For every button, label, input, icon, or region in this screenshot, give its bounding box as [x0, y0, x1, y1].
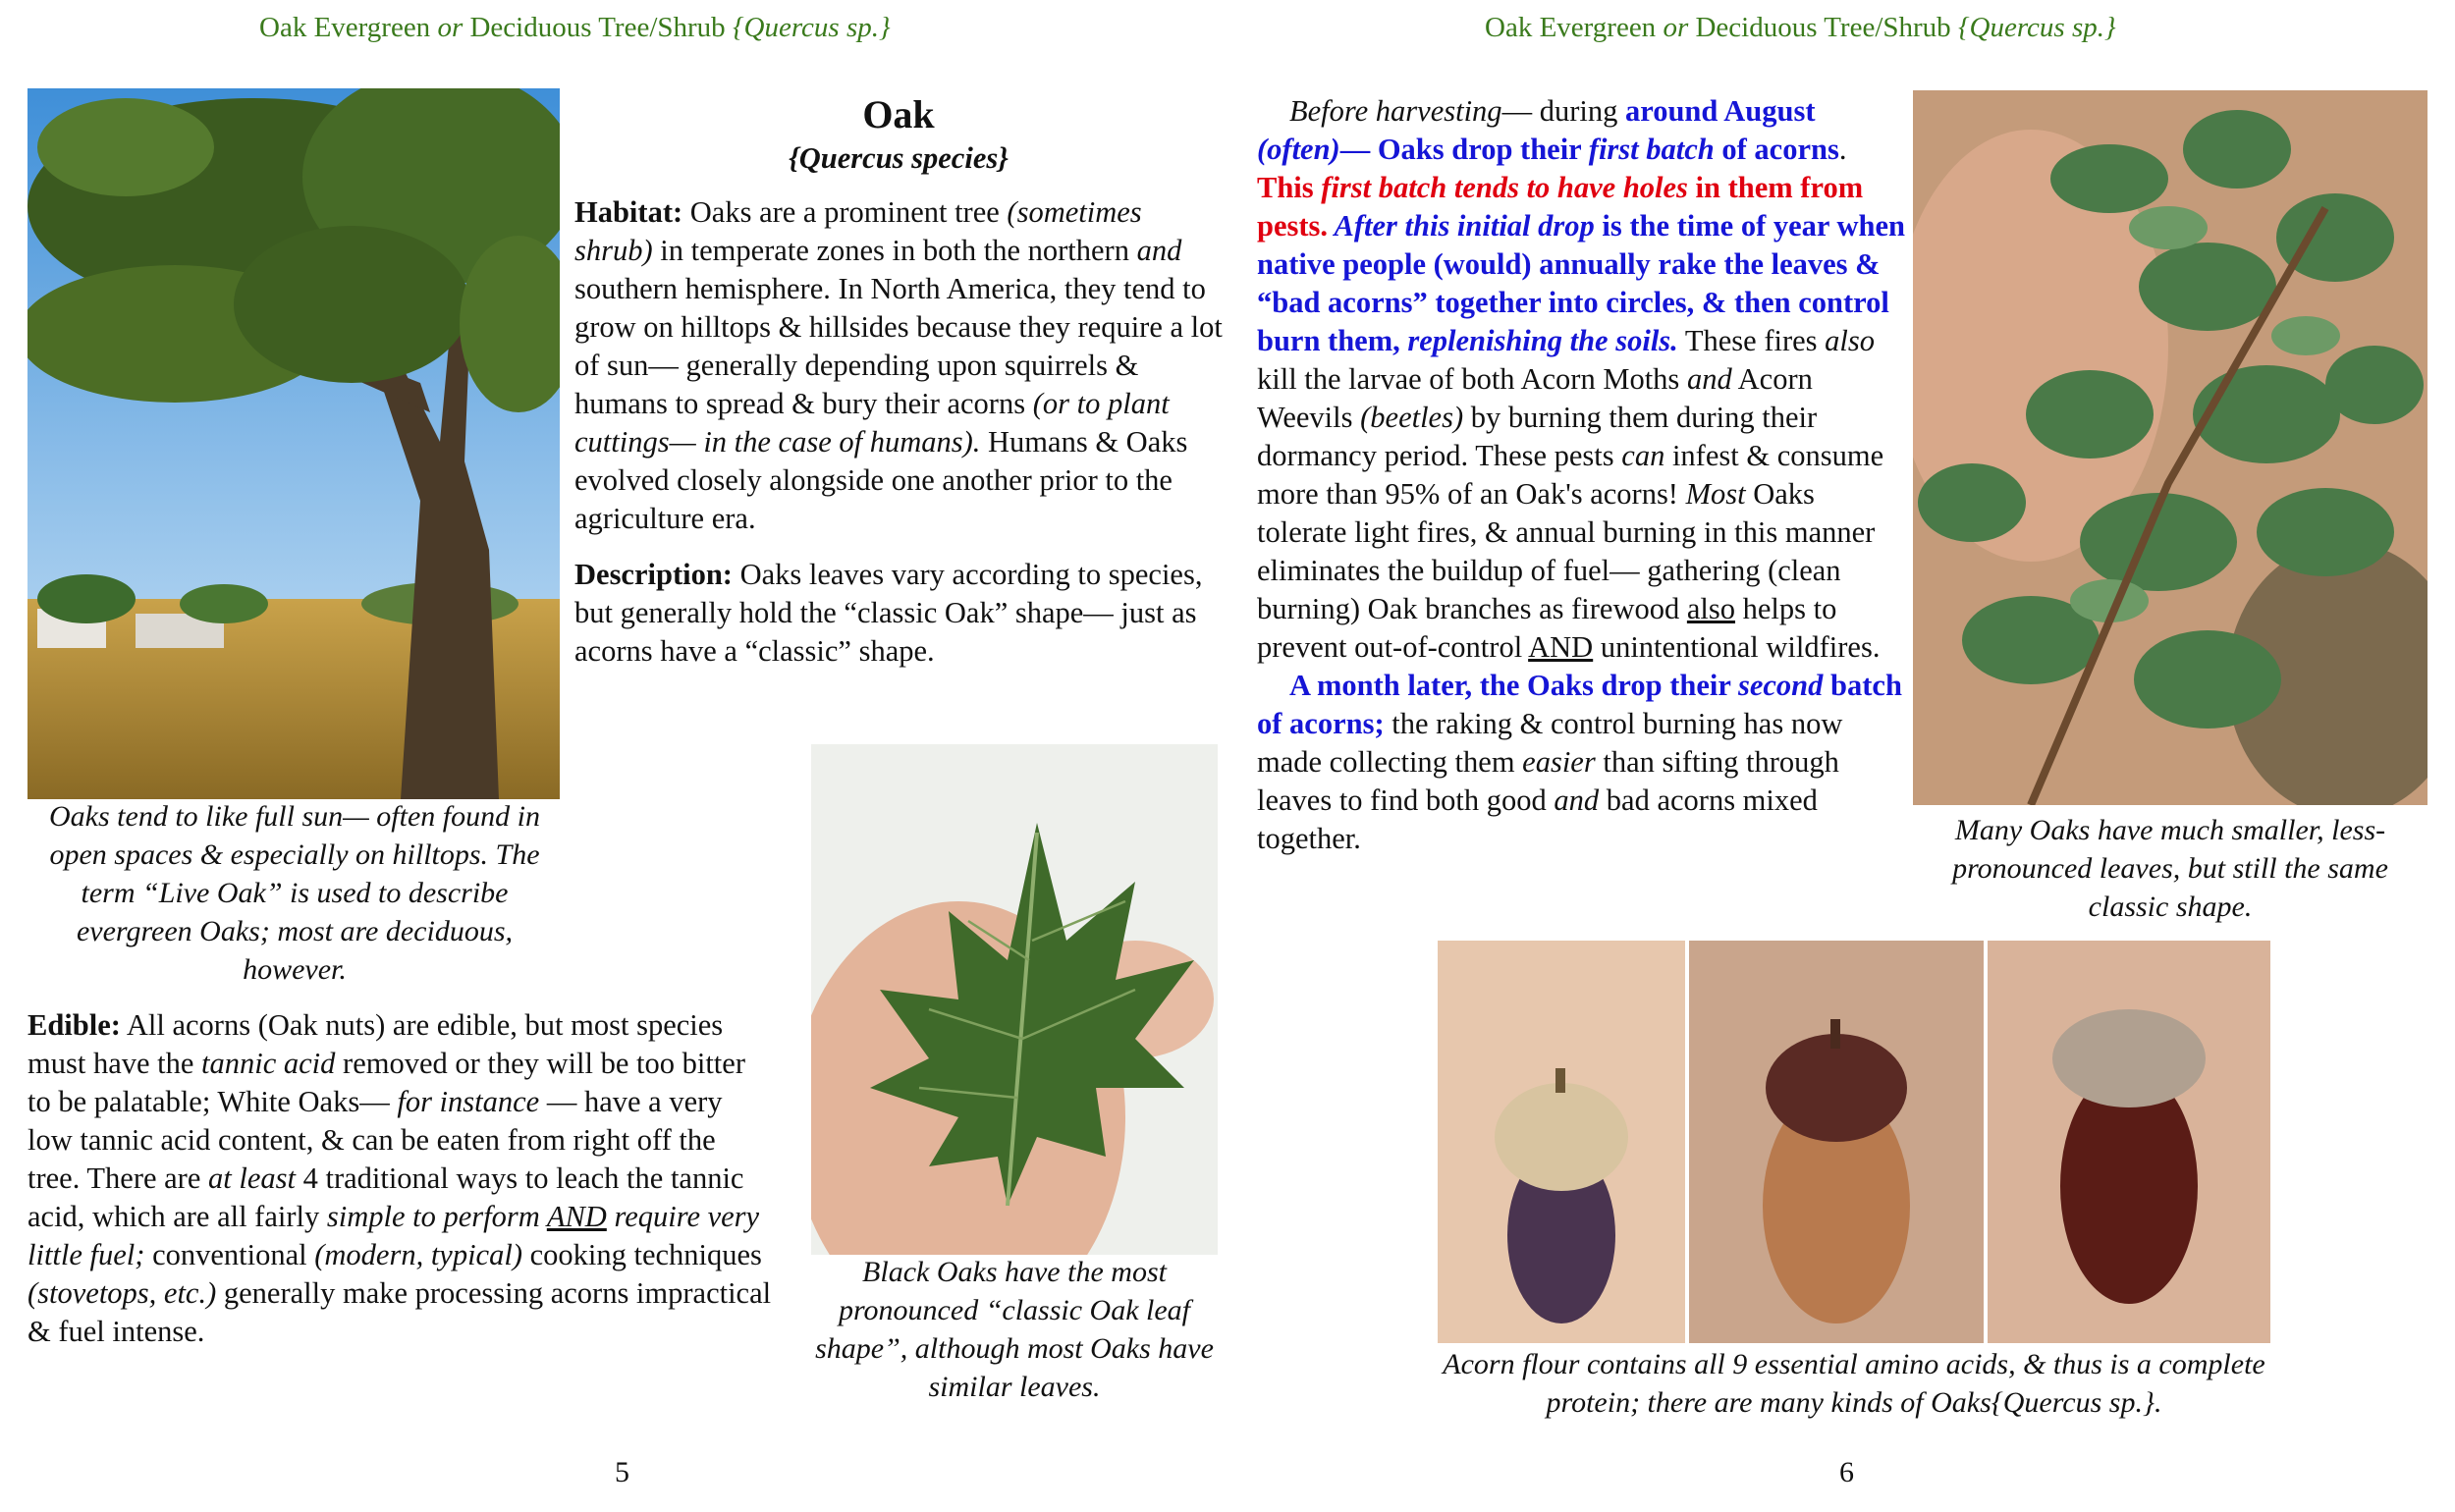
description-label: Description: — [574, 558, 733, 591]
second-batch-emphasis: A month later, the Oaks drop their — [1289, 669, 1738, 702]
edible-text: — have a very low tannic acid content, & can be eaten from right off the tree. There are — [27, 1085, 723, 1195]
header-text: Deciduous Tree/Shrub — [463, 12, 733, 43]
harvest-text: also — [1686, 592, 1736, 625]
habitat-label: Habitat: — [574, 195, 683, 229]
edible-section — [27, 1006, 774, 1351]
second-batch-paragraph — [1257, 667, 1905, 858]
harvest-text: (beetles) — [1360, 401, 1464, 434]
harvest-text: by burning them during their dormancy period. These pests — [1257, 401, 1818, 472]
habitat-text: (or to plant cuttings— in the case of humans). — [574, 387, 1170, 459]
harvest-text: helps to prevent out-of-control — [1257, 592, 1837, 664]
header-text: Deciduous Tree/Shrub — [1688, 12, 1958, 43]
harvest-text: . — [1838, 133, 1847, 166]
acorns-illustration — [1438, 941, 2270, 1343]
harvest-emphasis: is the time of year when native people (would) annually rake the leaves & “bad acorns” together into circles, & then control burn them, — [1257, 209, 1906, 357]
black-oak-leaf-caption: Black Oaks have the most pronounced “classic Oak leaf shape”, although most Oaks have similar leaves. — [815, 1256, 1214, 1403]
harvest-emphasis: around August — [1624, 94, 1816, 128]
second-batch-emphasis: batch of acorns; — [1257, 669, 1902, 740]
habitat-text: Oaks are a prominent tree — [682, 195, 1008, 229]
harvest-emphasis: replenishing the soils. — [1407, 324, 1678, 357]
subtitle-text: {Quercus species} — [789, 141, 1009, 175]
harvest-text: Most — [1685, 477, 1746, 511]
edible-text: generally make processing acorns impractical & fuel intense. — [27, 1276, 772, 1348]
tree-photo-caption: Oaks tend to like full sun— often found in open spaces & especially on hilltops. The term “Live Oak” is used to describe evergreen Oaks; most are deciduous, however. — [49, 800, 540, 986]
edible-text: removed or they will be too bitter to be palatable; White Oaks— — [27, 1047, 745, 1118]
right-main-text — [1257, 92, 1905, 858]
edible-text: AND — [546, 1200, 607, 1233]
harvest-emphasis: first batch — [1588, 133, 1715, 166]
harvest-text: These fires — [1677, 324, 1826, 357]
edible-text: (stovetops, etc.) — [27, 1276, 217, 1310]
edible-text: require very little fuel; — [27, 1200, 760, 1271]
edible-text: simple to perform — [326, 1200, 547, 1233]
habitat-text: in temperate zones in both the northern — [652, 234, 1137, 267]
harvest-text: and — [1686, 362, 1732, 396]
edible-paragraph — [27, 1006, 774, 1351]
edible-label: Edible: — [27, 1008, 121, 1042]
acorns-caption: Acorn flour contains all 9 essential amino acids, & thus is a complete protein; there are many kinds of Oaks{Quercus sp.}. — [1443, 1348, 2265, 1419]
acorns-photo — [1438, 941, 2270, 1343]
harvest-text: kill the larvae of both Acorn Moths — [1257, 362, 1687, 396]
harvest-text: also — [1825, 324, 1875, 357]
oak-tree-illustration — [27, 88, 560, 799]
habitat-text: Humans & Oaks evolved closely alongside one another prior to the agriculture era. — [574, 425, 1188, 535]
harvest-text: — during — [1501, 94, 1625, 128]
right-running-header — [1485, 12, 2116, 44]
oak-leaf-illustration — [811, 744, 1218, 1255]
harvest-emphasis: After this initial drop — [1328, 209, 1595, 243]
small-oak-leaves-photo — [1913, 90, 2428, 805]
header-or: or — [437, 12, 464, 43]
page-subtitle — [574, 139, 1223, 178]
edible-text: All acorns (Oak nuts) are edible, but most species must have the — [27, 1008, 724, 1080]
header-latin: {Quercus sp.} — [732, 12, 891, 43]
header-or: or — [1663, 12, 1689, 43]
harvest-emphasis: — Oaks drop their — [1339, 133, 1589, 166]
edible-text: conventional — [144, 1238, 315, 1271]
description-paragraph — [574, 556, 1223, 671]
harvest-paragraph — [1257, 92, 1905, 667]
harvest-text: Acorn Weevils — [1257, 362, 1813, 434]
header-text: Oak Evergreen — [1485, 12, 1664, 43]
harvest-warning: This — [1257, 171, 1322, 204]
harvest-warning: first batch tends to have holes — [1321, 171, 1688, 204]
right-page-number: 6 — [1839, 1456, 1854, 1488]
black-oak-leaf-photo — [811, 744, 1218, 1255]
header-latin: {Quercus sp.} — [1957, 12, 2116, 43]
left-upper-text — [574, 90, 1223, 671]
page-title: Oak — [862, 92, 935, 136]
second-batch-emphasis: second — [1737, 669, 1824, 702]
habitat-text: (sometimes shrub) — [574, 195, 1142, 267]
small-leaves-illustration — [1913, 90, 2428, 805]
harvest-text: Before harvesting — [1289, 94, 1502, 128]
harvest-warning: in them from pests. — [1257, 171, 1864, 243]
second-batch-text: than sifting through leaves to find both good — [1257, 745, 1839, 817]
edible-text: tannic acid — [201, 1047, 336, 1080]
edible-text: for instance — [397, 1085, 540, 1118]
edible-text: cooking techniques — [521, 1238, 762, 1271]
harvest-text: AND — [1528, 630, 1594, 664]
oak-tree-photo — [27, 88, 560, 799]
second-batch-text: easier — [1522, 745, 1596, 779]
harvest-emphasis: (often) — [1257, 133, 1340, 166]
small-leaves-caption: Many Oaks have much smaller, less-pronounced leaves, but still the same classic shape. — [1952, 814, 2388, 923]
description-text: Oaks leaves vary according to species, but generally hold the “classic Oak” shape— just as acorns have a “classic” shape. — [574, 558, 1203, 668]
second-batch-text: and — [1554, 783, 1600, 817]
habitat-text: southern hemisphere. In North America, they tend to grow on hilltops & hillsides because they require a lot of sun— generally depending upon squirrels & humans to spread & bury their acorns — [574, 272, 1223, 420]
left-page-number: 5 — [615, 1456, 629, 1488]
header-text: Oak Evergreen — [259, 12, 438, 43]
second-batch-text: the raking & control burning has now made collecting them — [1257, 707, 1843, 779]
harvest-text: unintentional wildfires. — [1593, 630, 1881, 664]
harvest-text: Oaks tolerate light fires, & annual burning in this manner eliminates the buildup of fuel— gathering (clean burning) Oak branches as firewood — [1257, 477, 1876, 625]
edible-text: 4 traditional ways to leach the tannic acid, which are all fairly — [27, 1161, 744, 1233]
left-running-header — [259, 12, 891, 44]
edible-text: (modern, typical) — [314, 1238, 522, 1271]
harvest-emphasis: of acorns — [1714, 133, 1839, 166]
second-batch-text: bad acorns mixed together. — [1257, 783, 1818, 855]
harvest-text: can — [1621, 439, 1665, 472]
habitat-paragraph — [574, 193, 1223, 538]
harvest-text: infest & consume more than 95% of an Oak's acorns! — [1257, 439, 1884, 511]
habitat-text: and — [1136, 234, 1182, 267]
edible-text: at least — [208, 1161, 296, 1195]
